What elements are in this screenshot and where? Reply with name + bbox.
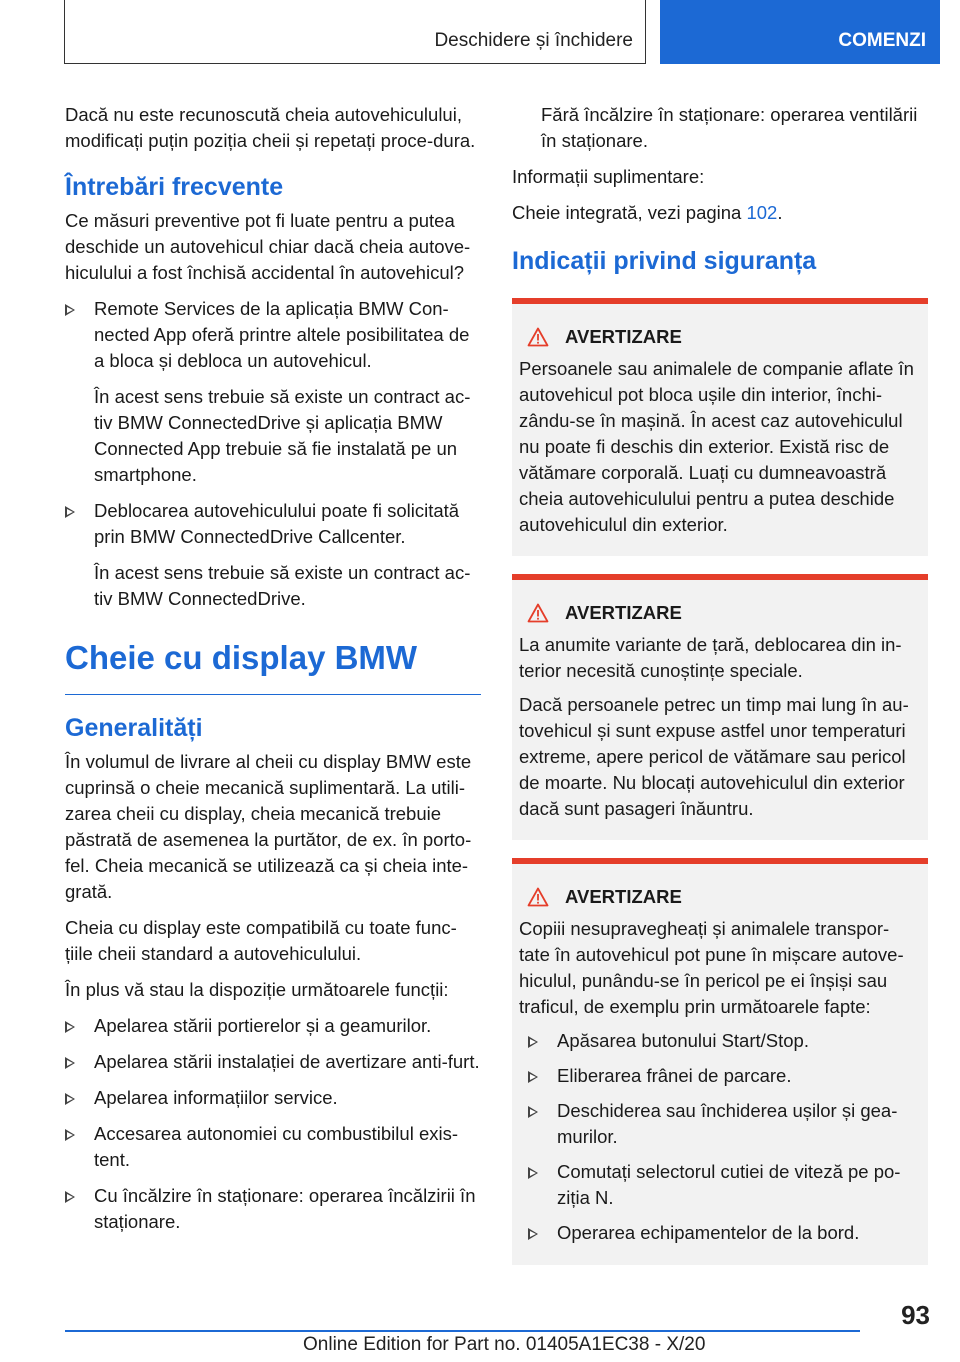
list-item-text: Operarea echipamentelor de la bord.: [557, 1222, 860, 1243]
warning-box: [512, 858, 928, 1265]
list-item: [65, 1183, 481, 1235]
list-item: [528, 1098, 920, 1150]
list-item-text: Deblocarea autovehiculului poate fi solicitată prin BMW ConnectedDrive Callcenter.: [94, 500, 460, 547]
bullet-triangle-icon: [65, 1129, 75, 1141]
list-item: [65, 498, 481, 612]
faq-heading: Întrebări frecvente: [65, 173, 284, 201]
list-item: [528, 1220, 920, 1246]
list-item: [528, 1159, 920, 1211]
list-item-text: Accesarea autonomiei cu combustibilul exis-tent.: [94, 1123, 459, 1170]
footer-divider: [65, 1330, 860, 1332]
list-item-text: Apelarea stării instalației de avertizare anti-furt.: [94, 1051, 480, 1072]
page-link[interactable]: 102: [746, 202, 778, 223]
section-tab: [64, 0, 646, 64]
bullet-triangle-icon: [528, 1228, 538, 1240]
list-item-text: Apelarea informațiilor service.: [94, 1087, 338, 1108]
warning-box: [512, 298, 928, 556]
bullet-triangle-icon: [65, 1093, 75, 1105]
bullet-triangle-icon: [65, 1021, 75, 1033]
warning-header: [519, 884, 920, 910]
info-text: [512, 200, 928, 226]
faq-list: [65, 296, 481, 612]
bullet-triangle-icon: [528, 1071, 538, 1083]
bullet-triangle-icon: [65, 304, 75, 316]
general-paragraph-3: În plus vă stau la dispoziție următoarele funcții:: [65, 979, 449, 1000]
bullet-triangle-icon: [65, 1191, 75, 1203]
info-text-suffix: .: [777, 202, 783, 223]
functions-list: [65, 1013, 481, 1235]
list-item-text: Cu încălzire în staționare: operarea încălzirii în staționare.: [94, 1185, 476, 1232]
list-item-text: Comutați selectorul cutiei de viteză pe po-ziția N.: [557, 1161, 901, 1208]
warning-header: [519, 324, 920, 350]
warning-title: AVERTIZARE: [565, 886, 682, 907]
bullet-triangle-icon: [528, 1036, 538, 1048]
left-column: [65, 102, 481, 1245]
list-item: [65, 1013, 481, 1039]
warning-triangle-icon: [527, 887, 549, 907]
main-heading: Cheie cu display BMW: [65, 638, 481, 695]
section-title: Deschidere și închidere: [434, 30, 633, 51]
bullet-triangle-icon: [528, 1106, 538, 1118]
warning-text: Persoanele sau animalele de companie aflate în autovehicul pot bloca ușile din interior, închi-zându-se în mașină. În acest caz autovehiculul nu poate fi deschis din exterior. Există risc de vătămare corporală. Luați cu dumneavoastră cheia autovehiculului pentru a putea deschide autovehiculul din exterior.: [519, 358, 914, 535]
warning-header: [519, 600, 920, 626]
list-item-continuation: În acest sens trebuie să existe un contract ac-tiv BMW ConnectedDrive și aplicația BMW Connected App trebuie să fie instalată pe un smartphone.: [94, 386, 471, 485]
safety-heading: Indicații privind siguranța: [512, 247, 817, 275]
list-item-text: Apelarea stării portierelor și a geamurilor.: [94, 1015, 432, 1036]
info-text-prefix: Cheie integrată, vezi pagina: [512, 202, 747, 223]
list-item: [65, 1049, 481, 1075]
general-paragraph-1: În volumul de livrare al cheii cu display BMW este cuprinsă o cheie mecanică suplimentară. La utili-zarea cheii cu display, cheia mecanică trebuie păstrată de asemenea la purtător, de ex. în porto-fel. Cheia mecanică se utilizează ca și cheia inte-grată.: [65, 751, 472, 902]
list-item: [528, 1063, 920, 1089]
list-item-continuation: În acest sens trebuie să existe un contract ac-tiv BMW ConnectedDrive.: [94, 562, 471, 609]
faq-question: Ce măsuri preventive pot fi luate pentru a putea deschide un autovehicul chiar dacă cheia autove-hiculului a fost închisă accidental în autovehicul?: [65, 210, 471, 283]
edition-note: Online Edition for Part no. 01405A1EC38 - X/20: [303, 1334, 706, 1355]
list-item: [65, 296, 481, 488]
list-item-text: Deschiderea sau închiderea ușilor și gea-murilor.: [557, 1100, 898, 1147]
warning-list: [528, 1028, 920, 1246]
intro-paragraph: Dacă nu este recunoscută cheia autovehiculului, modificați puțin poziția cheii și repetați proce-dura.: [65, 104, 476, 151]
list-item-text: Remote Services de la aplicația BMW Con-nected App oferă printre altele posibilitatea de a bloca și debloca un autovehicul.: [94, 298, 470, 371]
warning-triangle-icon: [527, 603, 549, 623]
page-header: [64, 0, 940, 66]
bullet-triangle-icon: [65, 506, 75, 518]
warning-box: [512, 574, 928, 840]
general-paragraph-2: Cheia cu display este compatibilă cu toate func-țiile cheii standard a autovehiculului.: [65, 917, 457, 964]
warning-text: La anumite variante de țară, deblocarea din in-terior necesită cunoștințe speciale.: [519, 634, 902, 681]
right-column: [512, 102, 928, 1279]
list-item-text: Eliberarea frânei de parcare.: [557, 1065, 792, 1086]
list-item: [65, 1085, 481, 1111]
list-item: [65, 1121, 481, 1173]
bullet-triangle-icon: [65, 1057, 75, 1069]
warning-text: Copiii nesupravegheați și animalele transpor-tate în autovehicul pot pune în mișcare autove-hiculul, punându-se în pericol pe ei înșiși sau traficul, de exemplu prin următoarele fapte:: [519, 918, 904, 1017]
list-item: [528, 1028, 920, 1054]
chapter-tab: COMENZI: [660, 0, 940, 64]
warning-title: AVERTIZARE: [565, 602, 682, 623]
info-label: Informații suplimentare:: [512, 166, 705, 187]
bullet-triangle-icon: [528, 1167, 538, 1179]
list-item-continuation: Fără încălzire în staționare: operarea ventilării în staționare.: [541, 104, 918, 151]
page-number: 93: [901, 1300, 930, 1330]
warning-title: AVERTIZARE: [565, 326, 682, 347]
warning-triangle-icon: [527, 327, 549, 347]
list-item-text: Apăsarea butonului Start/Stop.: [557, 1030, 809, 1051]
general-heading: Generalități: [65, 714, 203, 742]
warning-text: Dacă persoanele petrec un timp mai lung în au-tovehicul și sunt expuse astfel unor temperaturi extreme, apere pericol de vătămare sau pericol de moarte. Nu blocați autovehiculul din exterior dacă sunt pasageri înăuntru.: [519, 694, 909, 819]
